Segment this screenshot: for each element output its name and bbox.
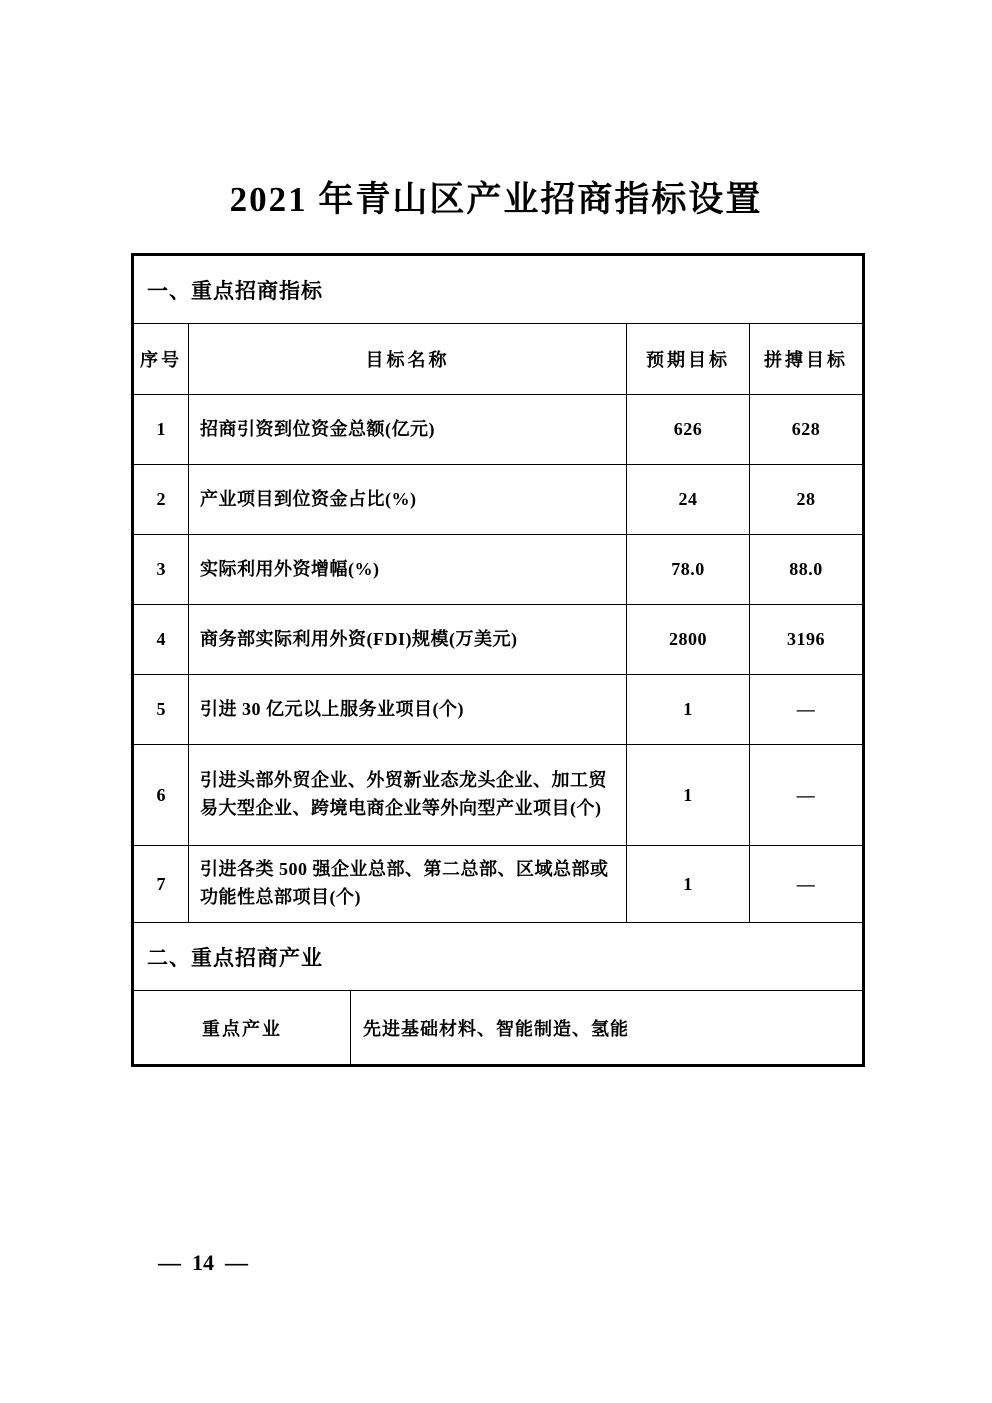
row-target-name: 引进头部外贸企业、外贸新业态龙头企业、加工贸易大型企业、跨境电商企业等外向型产业项目(个)	[189, 745, 627, 846]
row-number: 5	[133, 675, 189, 745]
row-striving-value: —	[750, 846, 864, 923]
page-title: 2021 年青山区产业招商指标设置	[229, 180, 763, 219]
row-target-name: 招商引资到位资金总额(亿元)	[189, 395, 627, 465]
row-number: 3	[133, 535, 189, 605]
row-expected-value: 1	[627, 745, 750, 846]
row-striving-value: —	[750, 675, 864, 745]
key-industry-value: 先进基础材料、智能制造、氢能	[351, 991, 864, 1066]
indicator-table	[131, 253, 865, 1067]
column-header-striving: 拼搏目标	[750, 324, 864, 395]
section-row	[133, 255, 864, 324]
row-number: 7	[133, 846, 189, 923]
key-industry-label: 重点产业	[133, 991, 351, 1066]
row-target-name: 实际利用外资增幅(%)	[189, 535, 627, 605]
row-number: 1	[133, 395, 189, 465]
row-target-name: 引进 30 亿元以上服务业项目(个)	[189, 675, 627, 745]
row-expected-value: 626	[627, 395, 750, 465]
footer-dash-left: —	[158, 1250, 181, 1275]
table-row	[133, 675, 864, 745]
row-expected-value: 78.0	[627, 535, 750, 605]
row-striving-value: 628	[750, 395, 864, 465]
table-row	[133, 395, 864, 465]
row-number: 6	[133, 745, 189, 846]
table-row	[133, 465, 864, 535]
table-row	[133, 846, 864, 923]
section-1-header: 一、重点招商指标	[133, 255, 864, 324]
row-expected-value: 1	[627, 846, 750, 923]
row-expected-value: 1	[627, 675, 750, 745]
row-number: 2	[133, 465, 189, 535]
footer-dash-right: —	[225, 1250, 248, 1275]
column-header-expected: 预期目标	[627, 324, 750, 395]
page-number: 14	[192, 1250, 214, 1275]
row-striving-value: 88.0	[750, 535, 864, 605]
row-target-name: 商务部实际利用外资(FDI)规模(万美元)	[189, 605, 627, 675]
row-striving-value: —	[750, 745, 864, 846]
row-target-name: 引进各类 500 强企业总部、第二总部、区域总部或功能性总部项目(个)	[189, 846, 627, 923]
page-footer	[158, 1250, 248, 1276]
row-expected-value: 24	[627, 465, 750, 535]
column-header-no: 序号	[133, 324, 189, 395]
table-row	[133, 535, 864, 605]
column-header-name: 目标名称	[189, 324, 627, 395]
section-2-header: 二、重点招商产业	[133, 923, 864, 991]
table-row	[133, 745, 864, 846]
row-striving-value: 28	[750, 465, 864, 535]
row-expected-value: 2800	[627, 605, 750, 675]
key-industry-row	[133, 991, 864, 1066]
table-row	[133, 605, 864, 675]
row-striving-value: 3196	[750, 605, 864, 675]
section-row	[133, 923, 864, 991]
row-target-name: 产业项目到位资金占比(%)	[189, 465, 627, 535]
row-number: 4	[133, 605, 189, 675]
table-header-row	[133, 324, 864, 395]
